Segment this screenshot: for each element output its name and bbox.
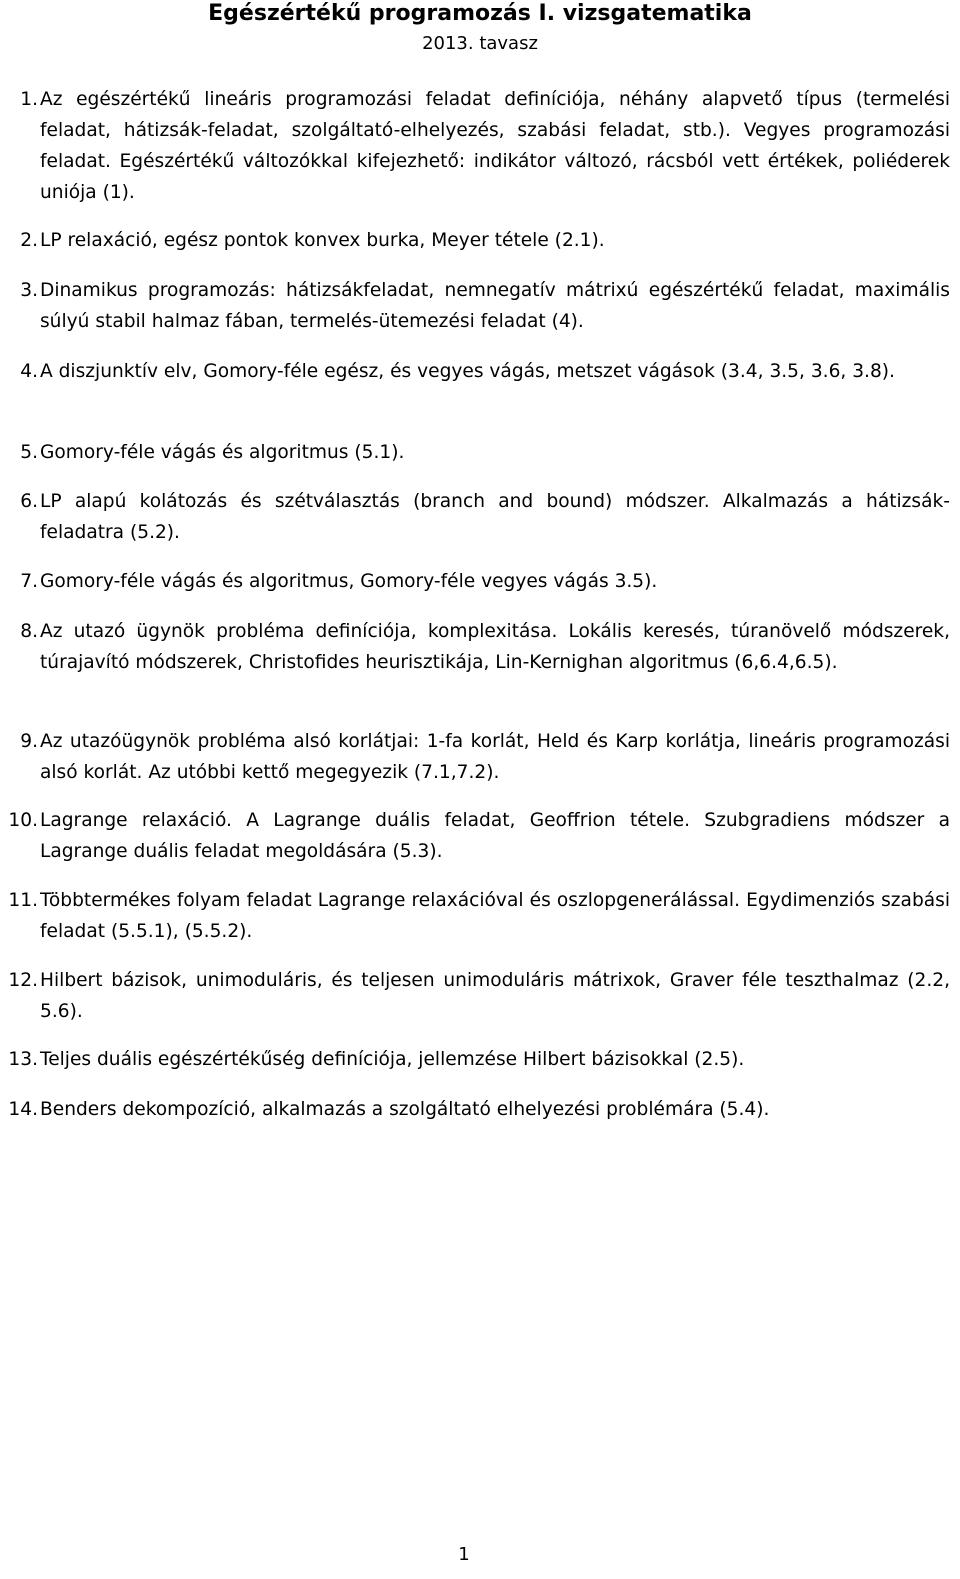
item-text: Dinamikus programozás: hátizsákfeladat, nemnegatív mátrixú egészértékű feladat, maximális súlyú stabil halmaz fában, termelés-ütemezési feladat (4). (40, 280, 950, 332)
item-text: Az egészértékű lineáris programozási feladat definíciója, néhány alapvető típus (termelési feladat, hátizsák-feladat, szolgáltató-elhelyezés, szabási feladat, stb.). Vegyes programozási feladat. Egészértékű változókkal kifejezhető: indikátor változó, rácsból vett értékek, poliéderek uniója (1). (40, 89, 950, 203)
item-text: Az utazó ügynök probléma definíciója, komplexitása. Lokális keresés, túranövelő módszerek, túrajavító módszerek, Christofides heurisztikája, Lin-Kernighan algoritmus (6,6.4,6.5). (40, 621, 950, 673)
item-number: 12. (8, 970, 38, 991)
item-number: 8. (20, 621, 38, 642)
item-number: 2. (20, 230, 38, 251)
item-text: Gomory-féle vágás és algoritmus (5.1). (40, 442, 405, 463)
item-number: 3. (20, 280, 38, 301)
item-text: Teljes duális egészértékűség definíciója, jellemzése Hilbert bázisokkal (2.5). (40, 1049, 745, 1070)
item-number: 6. (20, 491, 38, 512)
item-text: LP alapú kolátozás és szétválasztás (branch and bound) módszer. Alkalmazás a hátizsák-feladatra (5.2). (40, 491, 950, 543)
item-text: Többtermékes folyam feladat Lagrange relaxációval és oszlopgenerálással. Egydimenziós szabási feladat (5.5.1), (5.5.2). (40, 890, 950, 942)
item-number: 7. (20, 571, 38, 592)
item-text: A diszjunktív elv, Gomory-féle egész, és vegyes vágás, metszet vágások (3.4, 3.5, 3.6, 3.8). (40, 361, 895, 382)
item-number: 5. (20, 442, 38, 463)
document-title: Egészértékű programozás I. vizsgatematika (208, 1, 752, 26)
item-number: 1. (20, 89, 38, 110)
document-subtitle: 2013. tavasz (422, 33, 538, 54)
item-text: LP relaxáció, egész pontok konvex burka, Meyer tétele (2.1). (40, 230, 605, 251)
item-number: 11. (8, 890, 38, 911)
item-number: 14. (8, 1099, 38, 1120)
item-number: 10. (8, 810, 38, 831)
item-text: Lagrange relaxáció. A Lagrange duális feladat, Geoffrion tétele. Szubgradiens módszer a Lagrange duális feladat megoldására (5.3). (40, 810, 950, 862)
item-text: Az utazóügynök probléma alsó korlátjai: 1-fa korlát, Held és Karp korlátja, lineáris programozási alsó korlát. Az utóbbi kettő megegyezik (7.1,7.2). (40, 731, 950, 783)
item-number: 9. (20, 731, 38, 752)
item-text: Benders dekompozíció, alkalmazás a szolgáltató elhelyezési problémára (5.4). (40, 1099, 770, 1120)
item-text: Gomory-féle vágás és algoritmus, Gomory-féle vegyes vágás 3.5). (40, 571, 658, 592)
item-text: Hilbert bázisok, unimoduláris, és teljesen unimoduláris mátrixok, Graver féle teszthalmaz (2.2, 5.6). (40, 970, 950, 1022)
item-number: 4. (20, 361, 38, 382)
page-number: 1 (458, 1544, 470, 1565)
item-number: 13. (8, 1049, 38, 1070)
